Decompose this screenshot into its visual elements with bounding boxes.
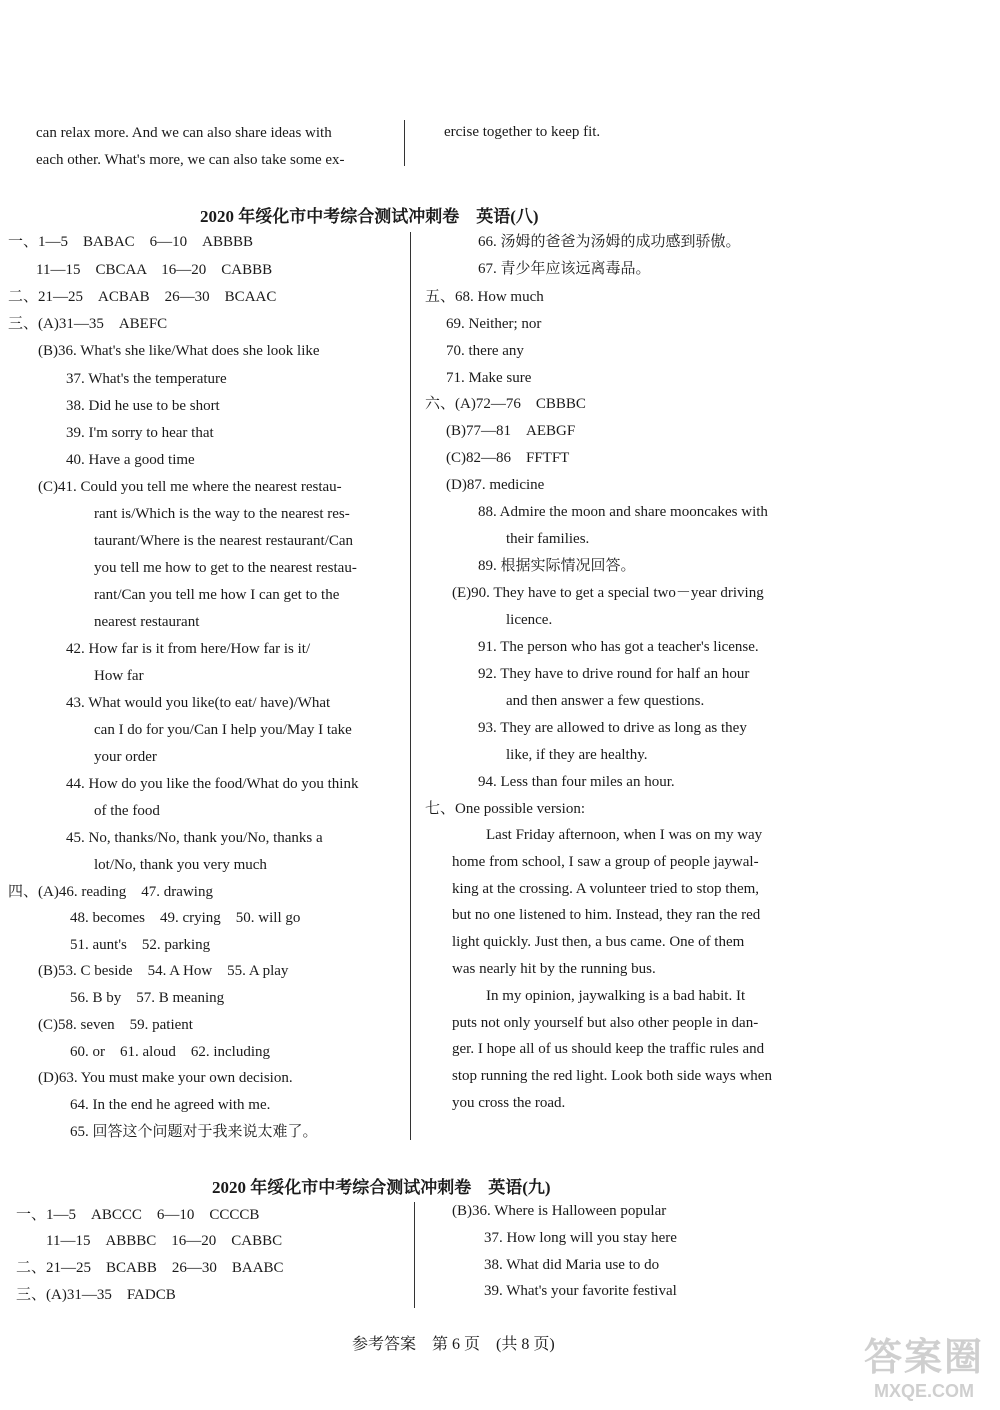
watermark-url: MXQE.COM: [873, 1381, 974, 1401]
answer-line: (C)82—86 FFTFT: [446, 450, 570, 466]
answer-line: 42. How far is it from here/How far is it/: [66, 641, 311, 657]
answer-line: (C)41. Could you tell me where the nearest restau-: [38, 479, 342, 495]
answer-line: 48. becomes 49. crying 50. will go: [70, 910, 301, 926]
answer-line: 71. Make sure: [446, 370, 532, 386]
answer-line: 51. aunt's 52. parking: [70, 937, 211, 953]
answer-line: 一、1—5 BABAC 6—10 ABBBB: [8, 234, 254, 250]
answer-line: 37. What's the temperature: [66, 371, 227, 387]
answer-line: home from school, I saw a group of people jaywal-: [452, 854, 759, 870]
answer-line: you cross the road.: [452, 1095, 566, 1111]
answer-line: 60. or 61. aloud 62. including: [70, 1044, 270, 1060]
answer-line: light quickly. Just then, a bus came. One of them: [452, 934, 745, 950]
answer-line: king at the crossing. A volunteer tried to stop them,: [452, 881, 760, 897]
answer-line: 43. What would you like(to eat/ have)/What: [66, 695, 331, 711]
answer-line: your order: [94, 749, 157, 765]
answer-line: lot/No, thank you very much: [94, 857, 267, 873]
answer-line: 39. What's your favorite festival: [484, 1283, 677, 1299]
answer-line: 66. 汤姆的爸爸为汤姆的成功感到骄傲。: [478, 234, 741, 250]
text-line: each other. What's more, we can also take some ex-: [36, 152, 345, 168]
answer-line: 40. Have a good time: [66, 452, 195, 468]
column-divider: [414, 1202, 415, 1308]
answer-line: (D)63. You must make your own decision.: [38, 1070, 293, 1086]
answer-line: Last Friday afternoon, when I was on my way: [486, 827, 763, 843]
answer-line: (B)77—81 AEBGF: [446, 423, 576, 439]
answer-line: rant/Can you tell me how I can get to the: [94, 587, 340, 603]
answer-line: (C)58. seven 59. patient: [38, 1017, 193, 1033]
answer-line: like, if they are healthy.: [506, 747, 648, 763]
text-line: ercise together to keep fit.: [444, 124, 601, 140]
answer-line: 91. The person who has got a teacher's license.: [478, 639, 759, 655]
answer-line: (B)36. What's she like/What does she look like: [38, 343, 320, 359]
watermark-logo: [864, 1326, 984, 1402]
answer-line: 92. They have to drive round for half an hour: [478, 666, 750, 682]
answer-line: puts not only yourself but also other people in dan-: [452, 1015, 759, 1031]
answer-line: 88. Admire the moon and share mooncakes with: [478, 504, 768, 520]
answer-line: 93. They are allowed to drive as long as they: [478, 720, 747, 736]
answer-line: nearest restaurant: [94, 614, 200, 630]
answer-line: (B)53. C beside 54. A How 55. A play: [38, 963, 289, 979]
answer-line: you tell me how to get to the nearest restau-: [94, 560, 357, 576]
text-line: can relax more. And we can also share ideas with: [36, 125, 332, 141]
answer-line: but no one listened to him. Instead, they ran the red: [452, 907, 761, 923]
answer-line: 11—15 CBCAA 16—20 CABBB: [36, 262, 273, 278]
page-footer: 参考答案 第 6 页 (共 8 页): [352, 1336, 555, 1353]
answer-line: of the food: [94, 803, 160, 819]
answer-line: 89. 根据实际情况回答。: [478, 558, 636, 574]
answer-line: 45. No, thanks/No, thank you/No, thanks a: [66, 830, 323, 846]
column-divider: [404, 120, 405, 166]
answer-line: 三、(A)31—35 ABEFC: [8, 316, 168, 332]
answer-line: 六、(A)72—76 CBBBC: [425, 396, 586, 412]
answer-line: 64. In the end he agreed with me.: [70, 1097, 271, 1113]
answer-line: In my opinion, jaywalking is a bad habit. It: [486, 988, 746, 1004]
answer-line: 五、68. How much: [425, 289, 544, 305]
answer-line: 一、1—5 ABCCC 6—10 CCCCB: [16, 1207, 260, 1223]
answer-line: How far: [94, 668, 144, 684]
column-divider: [410, 232, 411, 1140]
answer-line: 三、(A)31—35 FADCB: [16, 1287, 176, 1303]
answer-line: 44. How do you like the food/What do you think: [66, 776, 359, 792]
answer-line: 67. 青少年应该远离毒品。: [478, 261, 651, 277]
answer-line: (D)87. medicine: [446, 477, 545, 493]
watermark-text: 答案圈: [863, 1337, 984, 1379]
answer-line: 七、One possible version:: [425, 801, 585, 817]
answer-line: can I do for you/Can I help you/May I take: [94, 722, 352, 738]
answer-line: rant is/Which is the way to the nearest res-: [94, 506, 350, 522]
answer-line: 11—15 ABBBC 16—20 CABBC: [46, 1233, 283, 1249]
answer-line: ger. I hope all of us should keep the traffic rules and: [452, 1041, 765, 1057]
answer-line: 37. How long will you stay here: [484, 1230, 677, 1246]
answer-line: 69. Neither; nor: [446, 316, 542, 332]
answer-line: (E)90. They have to get a special two－year driving: [452, 585, 764, 601]
answer-line: licence.: [506, 612, 553, 628]
answer-line: 38. What did Maria use to do: [484, 1257, 660, 1273]
answer-line: 70. there any: [446, 343, 524, 359]
answer-line: 94. Less than four miles an hour.: [478, 774, 675, 790]
answer-line: 二、21—25 BCABB 26—30 BAABC: [16, 1260, 284, 1276]
answer-line: 65. 回答这个问题对于我来说太难了。: [70, 1124, 318, 1140]
answer-line: their families.: [506, 531, 590, 547]
answer-line: was nearly hit by the running bus.: [452, 961, 656, 977]
answer-line: 56. B by 57. B meaning: [70, 990, 225, 1006]
answer-line: taurant/Where is the nearest restaurant/Can: [94, 533, 354, 549]
answer-line: 四、(A)46. reading 47. drawing: [8, 884, 213, 900]
answer-line: (B)36. Where is Halloween popular: [452, 1203, 667, 1219]
section-title: 2020 年绥化市中考综合测试冲刺卷 英语(九): [212, 1178, 551, 1197]
answer-line: and then answer a few questions.: [506, 693, 705, 709]
section-title: 2020 年绥化市中考综合测试冲刺卷 英语(八): [200, 207, 539, 226]
answer-line: stop running the red light. Look both side ways when: [452, 1068, 772, 1084]
answer-line: 39. I'm sorry to hear that: [66, 425, 214, 441]
answer-line: 二、21—25 ACBAB 26—30 BCAAC: [8, 289, 277, 305]
answer-line: 38. Did he use to be short: [66, 398, 220, 414]
